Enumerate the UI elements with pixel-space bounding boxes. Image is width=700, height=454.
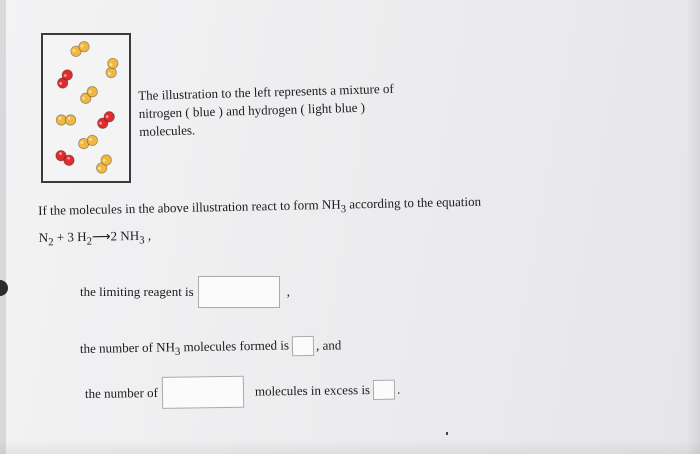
intro-line-2: nitrogen ( blue ) and hydrogen ( light blue ) bbox=[138, 99, 366, 121]
intro-line-1: The illustration to the left represents a mixture of bbox=[138, 80, 394, 103]
left-edge-strip bbox=[0, 0, 6, 454]
excess-reagent-input[interactable] bbox=[162, 376, 244, 409]
molecules-formed-input[interactable] bbox=[292, 336, 314, 356]
excess-period: . bbox=[396, 381, 401, 397]
atom-highlight bbox=[59, 117, 62, 120]
question-line-1: If the molecules in the above illustration react to form $NH_3$ according to the equation bbox=[38, 193, 482, 218]
nitrogen-molecule bbox=[56, 68, 75, 90]
hydrogen-molecule bbox=[105, 57, 119, 78]
nitrogen-molecule bbox=[95, 109, 116, 130]
reaction-equation: $N_2 + 3$ $H_2⟶2$ $NH_3$ , bbox=[38, 227, 152, 248]
hydrogen-molecule bbox=[95, 153, 114, 175]
bottom-edge-shadow bbox=[0, 440, 700, 454]
molecules-formed-and: , and bbox=[315, 337, 342, 353]
molecule-canvas bbox=[43, 35, 129, 181]
hydrogen-molecule bbox=[78, 84, 99, 105]
excess-row bbox=[85, 374, 401, 410]
excess-label: the number of bbox=[84, 384, 159, 401]
molecule-illustration bbox=[41, 33, 131, 183]
intro-text bbox=[138, 80, 395, 141]
hydrogen-atom bbox=[65, 115, 75, 125]
limiting-reagent-comma: , bbox=[286, 284, 290, 299]
hydrogen-molecule bbox=[77, 134, 99, 150]
edge-notch bbox=[0, 280, 8, 296]
excess-middle-label: molecules in excess is bbox=[254, 382, 371, 399]
molecules-formed-label: the number of $NH_3$ molecules formed is bbox=[79, 337, 290, 358]
stray-mark bbox=[446, 432, 448, 435]
limiting-reagent-row bbox=[80, 276, 290, 308]
question-text bbox=[38, 193, 482, 251]
hydrogen-molecule bbox=[69, 40, 91, 59]
limiting-reagent-label: the limiting reagent is bbox=[80, 284, 194, 299]
atom-highlight bbox=[68, 117, 71, 120]
hydrogen-molecule bbox=[56, 115, 76, 125]
right-edge-shadow bbox=[686, 0, 700, 454]
limiting-reagent-input[interactable] bbox=[198, 276, 280, 308]
reaction-arrow: ⟶ bbox=[91, 228, 111, 244]
molecules-formed-row bbox=[80, 335, 342, 360]
nitrogen-molecule bbox=[54, 149, 76, 168]
excess-count-input[interactable] bbox=[373, 380, 395, 400]
intro-line-3: molecules. bbox=[139, 122, 196, 139]
